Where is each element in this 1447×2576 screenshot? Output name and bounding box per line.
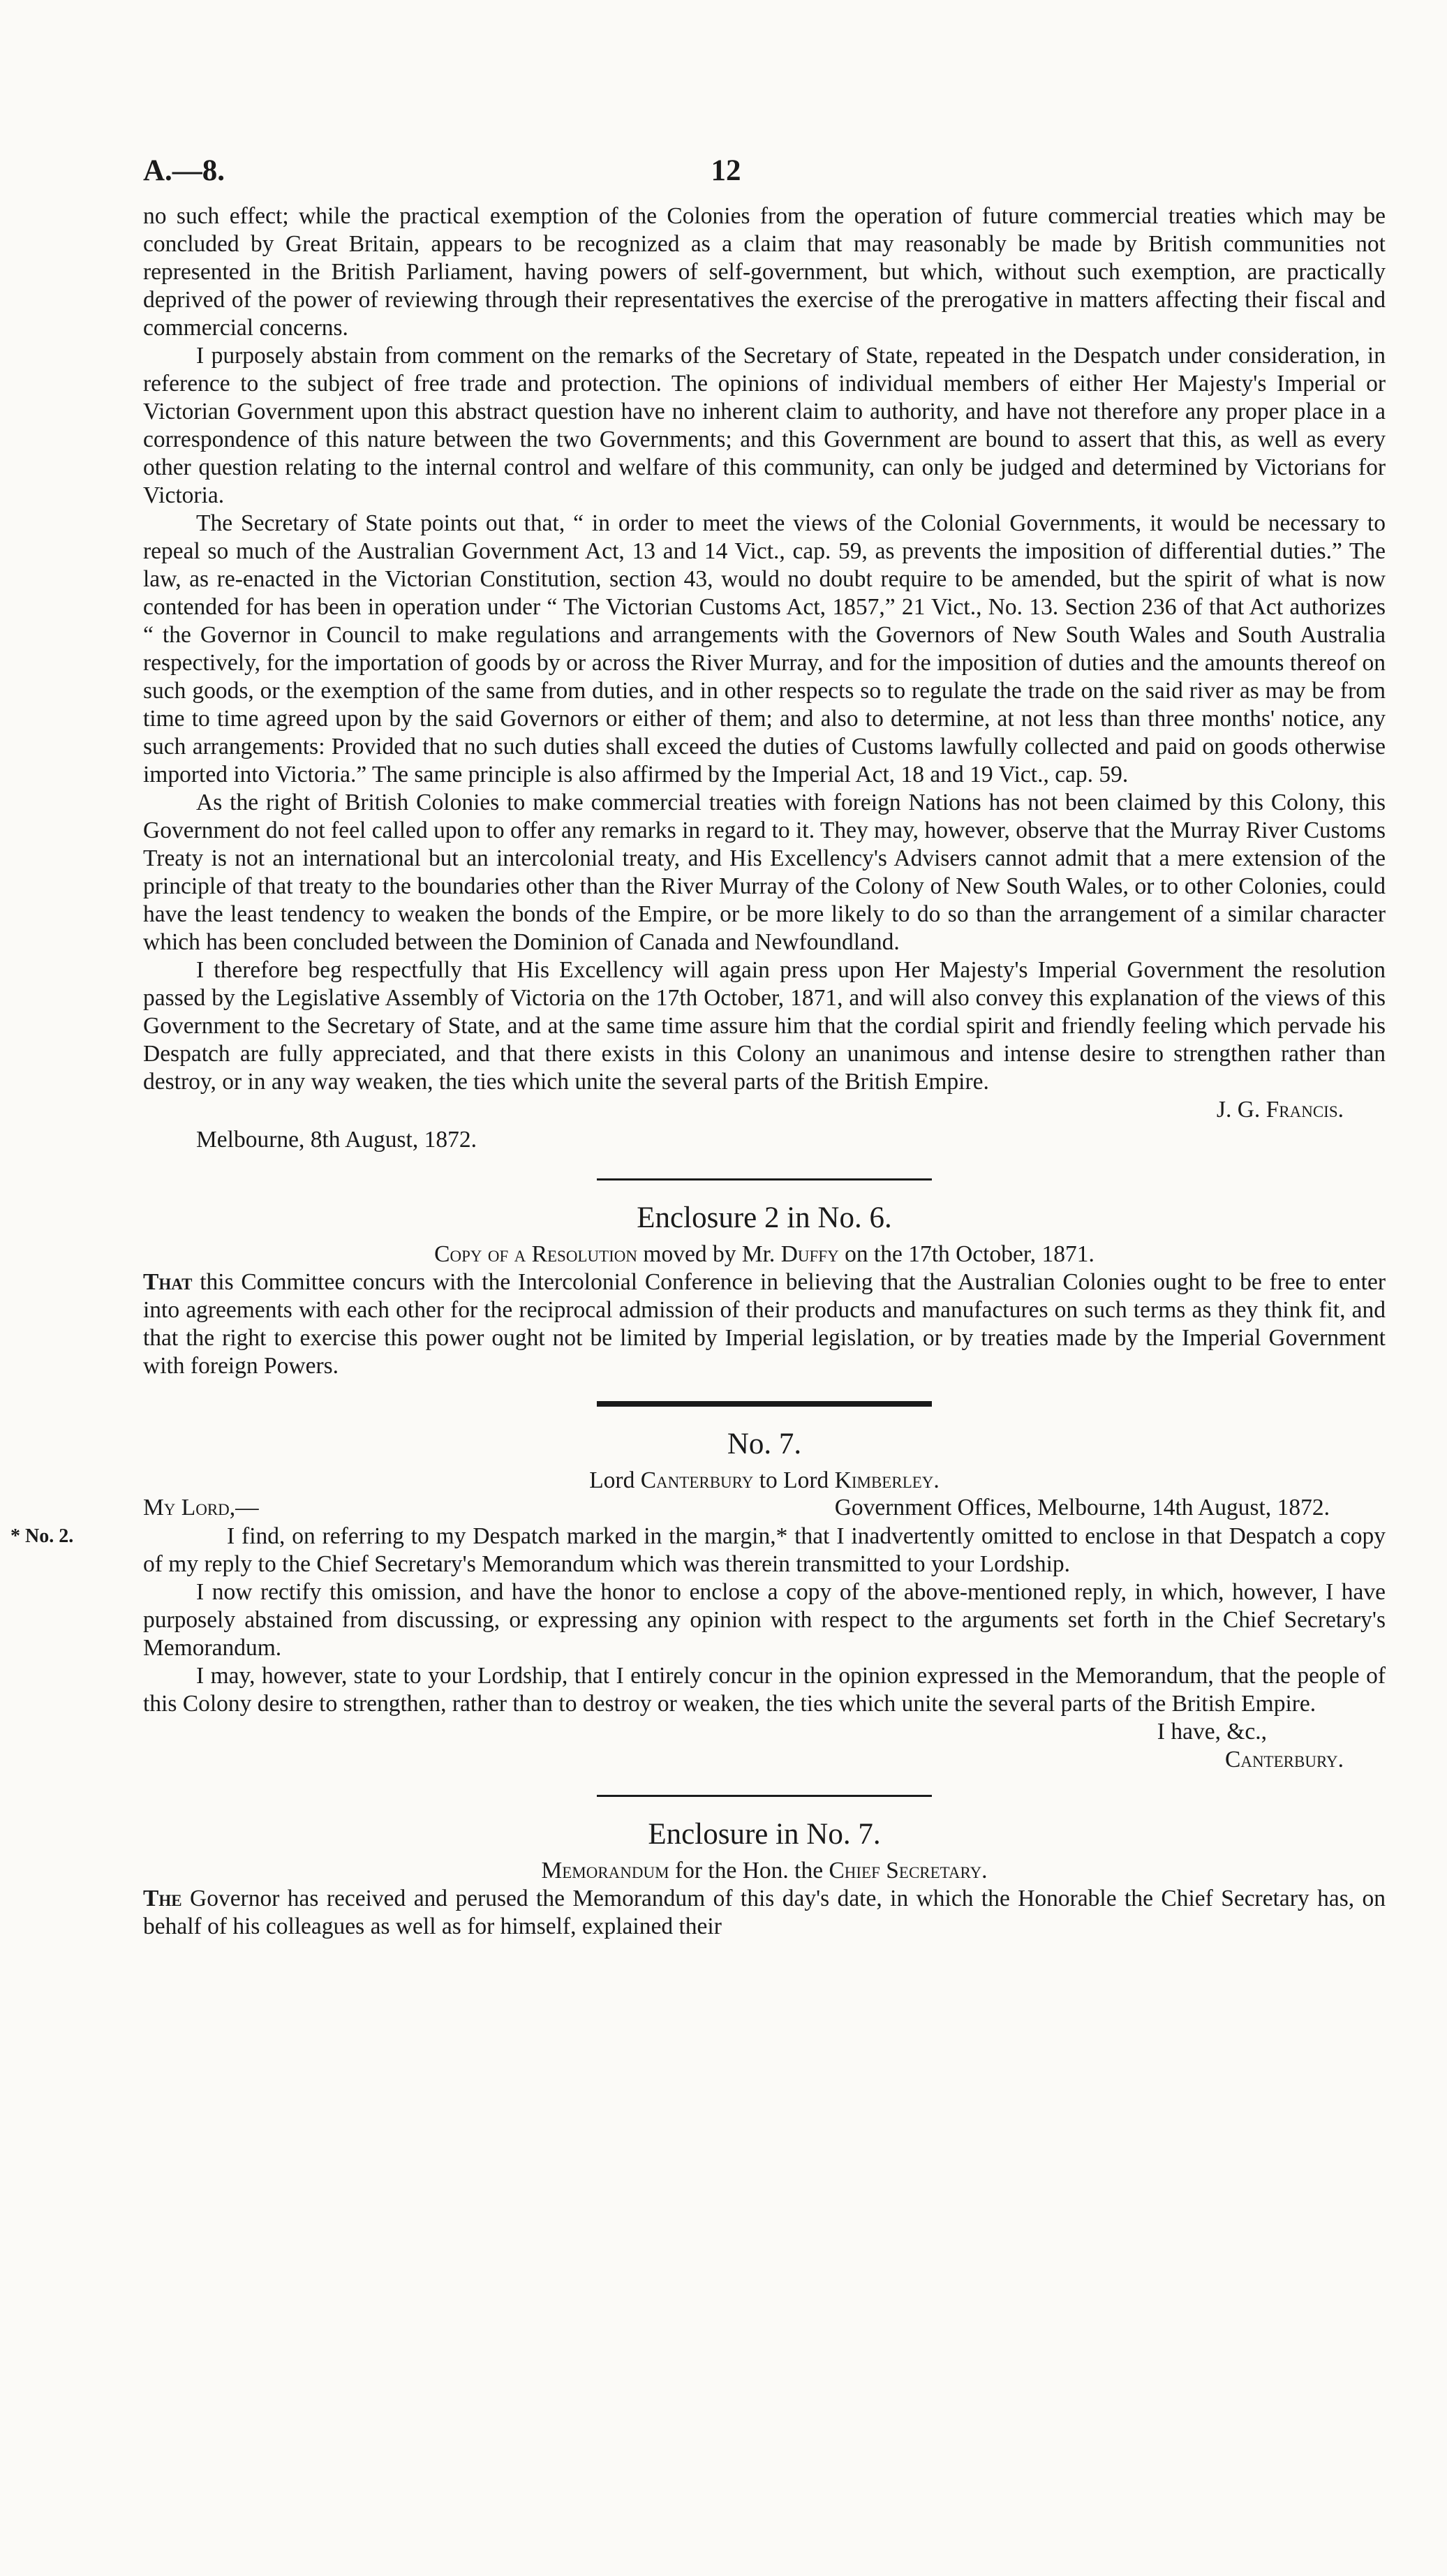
paragraph: I purposely abstain from comment on the remarks of the Secretary of State, repeated in the Despatch under consideration, in reference to the subject of free trade and protection. The opinions of individual members of either Her Majesty's Imperial or Victorian Government upon this abstract question have no inherent claim to authority, and have not therefore any proper place in a correspondence of this nature between the two Governments; and this Government are bound to assert that this, as well as every other question relating to the internal control and welfare of this community, can only be judged and determined by Victorians for Victoria. xyxy=(143,343,1386,508)
enclosure-2-subtitle xyxy=(143,1241,1386,1268)
subtitle-mid: for the Hon. the xyxy=(674,1858,824,1883)
closing-block xyxy=(143,1718,1386,1774)
salutation-row xyxy=(143,1495,1386,1523)
page-header xyxy=(143,154,1386,202)
enclosure-7-title: Enclosure in No. 7. xyxy=(648,1818,881,1851)
paragraph: I therefore beg respectfully that His Excellency will again press upon Her Majesty's Imperial Government the resolution passed by the Legislative Assembly of Victoria on the 17th October, 1871, and will also convey this explanation of the views of this Government to the Secretary of State, and at the same time assure him that the cordial spirit and friendly feeling which pervade his Despatch are fully appreciated, and that there exists in this Colony an unanimous and intense desire to strengthen rather than destroy, or in any way weaken, the ties which unite the several parts of the British Empire. xyxy=(143,957,1386,1095)
memorandum-text xyxy=(143,1885,1386,1941)
subtitle-name: Duffy xyxy=(780,1241,839,1267)
resolution-body: this Committee concurs with the Intercolonial Conference in believing that the Australian Colonies ought to be free to enter into agreements with each other for the reciprocal admission of their products and manufactures on such terms as they think fit, and that the right to exercise this power ought not be limited by Imperial legislation, or by treaties made by the Imperial Government with foreign Powers. xyxy=(143,1269,1386,1379)
document-id: A.—8. xyxy=(143,154,225,187)
address: Government Offices, Melbourne, 14th August, 1872. xyxy=(834,1495,1330,1520)
paragraph: As the right of British Colonies to make commercial treaties with foreign Nations has not been claimed by this Colony, this Government do not feel called upon to offer any remarks in regard to it. They may, however, observe that the Murray River Customs Treaty is not an international but an intercolonial treaty, and His Excellency's Advisers cannot admit that a mere extension of the principle of that treaty to the boundaries other than the River Murray of the Colony of New South Wales, or to other Colonies, could have the least tendency to weaken the bonds of the Empire, or be more likely to do so than the arrangement of a similar character which has been concluded between the Dominion of Canada and Newfoundland. xyxy=(143,790,1386,955)
signature-francis: J. G. Francis. xyxy=(1216,1097,1344,1123)
place-date: Melbourne, 8th August, 1872. xyxy=(196,1127,477,1153)
place-date-row xyxy=(143,1124,1386,1157)
memorandum-continuation xyxy=(143,202,1386,1157)
paragraph: I may, however, state to your Lordship, that I entirely concur in the opinion expressed in the Memorandum, that the people of this Colony desire to strengthen, rather than to destroy or weaken, the ties which unite the several parts of the British Empire. xyxy=(143,1663,1386,1717)
resolution-text xyxy=(143,1268,1386,1380)
subtitle-resolution: Resolution xyxy=(531,1241,638,1267)
subtitle-role: Chief Secretary. xyxy=(829,1858,988,1883)
from-name: Canterbury xyxy=(640,1467,754,1493)
section-divider-thick xyxy=(597,1401,932,1407)
margin-note: * No. 2. xyxy=(10,1525,74,1547)
page-number: 12 xyxy=(711,154,741,187)
from-prefix: Lord xyxy=(589,1467,635,1493)
paragraph: no such effect; while the practical exemption of the Colonies from the operation of future commercial treaties which may be concluded by Great Britain, appears to be recognized as a claim that may reasonably be made by British communities not represented in the British Parliament, having powers of self-government, but which, without such exemption, are practically deprived of the power of reviewing through their representatives the exercise of the prerogative in matters affecting their fiscal and commercial concerns. xyxy=(143,203,1386,341)
section-divider xyxy=(597,1795,932,1797)
paragraph: The Secretary of State points out that, “ in order to meet the views of the Colonial Governments, it would be necessary to repeal so much of the Australian Government Act, 13 and 14 Vict., cap. 59, as prevents the imposition of differential duties.” The law, as re-enacted in the Victorian Constitution, section 43, would no doubt require to be amended, but the spirit of what is now contended for has been in operation under “ The Victorian Customs Act, 1857,” 21 Vict., No. 13. Section 236 of that Act authorizes “ the Governor in Council to make regulations and arrangements with the Governors of New South Wales and South Australia respectively, for the importation of goods by or across the River Murray, and for the imposition of duties and the amounts thereof on such goods, or the exemption of the same from duties, and in other respects so to regulate the trade on the said river as may be from time to time agreed upon by the said Governors or either of them; and also to determine, at not less than three months' notice, any such arrangements: Provided that no such duties shall exceed the duties of Customs lawfully collected and paid on goods otherwise imported into Victoria.” The same principle is also affirmed by the Imperial Act, 18 and 19 Vict., cap. 59. xyxy=(143,510,1386,787)
enclosure-7-subtitle xyxy=(143,1857,1386,1885)
subtitle-suffix: on the 17th October, 1871. xyxy=(845,1241,1094,1267)
subtitle-memo: Memorandum xyxy=(541,1858,669,1883)
section-divider xyxy=(597,1178,932,1180)
no-7-title: No. 7. xyxy=(727,1428,802,1460)
document-page xyxy=(10,154,1386,1941)
signature-canterbury: Canterbury. xyxy=(1224,1747,1344,1772)
closing: I have, &c., xyxy=(1157,1719,1267,1745)
salutation: My Lord,— xyxy=(143,1495,259,1520)
no-7-despatch xyxy=(10,1426,1386,1774)
enclosure-no-7 xyxy=(143,1816,1386,1941)
lead-word: That xyxy=(143,1269,193,1295)
enclosure-2-title: Enclosure 2 in No. 6. xyxy=(637,1201,892,1234)
to-name: Kimberley. xyxy=(834,1467,940,1493)
to-word: to Lord xyxy=(759,1467,829,1493)
subtitle-mid: moved by Mr. xyxy=(643,1241,776,1267)
lead-word: The xyxy=(143,1886,182,1911)
no-7-body xyxy=(10,1523,1386,1718)
paragraph: I now rectify this omission, and have the honor to enclose a copy of the above-mentioned reply, in which, however, I have purposely abstained from discussing, or expressing any opinion with respect to the arguments set forth in the Chief Secretary's Memorandum. xyxy=(143,1579,1386,1661)
no-7-subtitle xyxy=(143,1467,1386,1495)
enclosure-2 xyxy=(143,1200,1386,1380)
paragraph: I find, on referring to my Despatch marked in the margin,* that I inadvertently omitted to enclose in that Despatch a copy of my reply to the Chief Secretary's Memorandum which was therein transmitted to your Lordship. xyxy=(143,1523,1386,1577)
memorandum-body: Governor has received and perused the Memorandum of this day's date, in which the Honorable the Chief Secretary has, on behalf of his colleagues as well as for himself, explained their xyxy=(143,1886,1386,1939)
subtitle-prefix: Copy of a xyxy=(434,1241,526,1267)
